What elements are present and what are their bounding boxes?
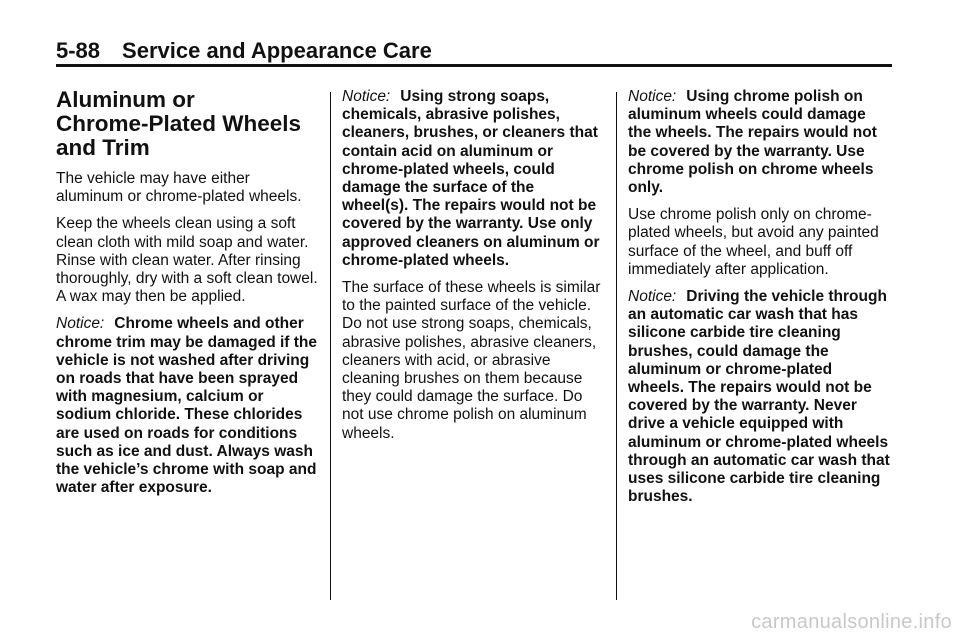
paragraph-wheel-surface: The surface of these wheels is similar to the painted surface of the vehicle. Do not use strong soaps, chemicals, abrasive polishes, abrasive cleaners, cleaners with acid, or abrasive cleaning brushes on them because they could damage the surface. Do not use chrome polish on aluminum wheels. xyxy=(342,279,601,442)
page-number: 5-88 xyxy=(56,38,101,63)
column-2 xyxy=(342,88,604,452)
header-rule xyxy=(56,64,892,67)
notice-chrome-polish xyxy=(628,88,890,197)
column-divider-2 xyxy=(616,92,617,600)
column-divider-1 xyxy=(330,92,331,600)
paragraph-cleaning-instructions: Keep the wheels clean using a soft clean cloth with mild soap and water. Rinse with clean water. After rinsing thoroughly, dry with a soft clean towel. A wax may then be applied. xyxy=(56,215,318,306)
notice-strong-soaps xyxy=(342,88,604,270)
notice-text: Using chrome polish on aluminum wheels could damage the wheels. The repairs would not be covered by the warranty. Use chrome polish on chrome wheels only. xyxy=(628,88,877,197)
notice-label: Notice: xyxy=(342,88,391,105)
watermark-text: carmanualsonline.info xyxy=(751,611,952,633)
paragraph-wheel-types: The vehicle may have either aluminum or chrome-plated wheels. xyxy=(56,170,302,206)
notice-label: Notice: xyxy=(56,315,105,333)
notice-label: Notice: xyxy=(628,288,677,306)
section-title xyxy=(56,88,318,160)
section-title-line-2: Chrome-Plated Wheels xyxy=(56,111,302,136)
column-1 xyxy=(56,88,318,506)
notice-text: Using strong soaps, chemicals, abrasive polishes, cleaners, brushes, or cleaners that contain acid on aluminum or chrome-plated wheels, could damage the surface of the wheel(s). The repairs would not be covered by the warranty. Use only approved cleaners on aluminum or chrome-plated wheels. xyxy=(342,88,600,269)
column-3 xyxy=(628,88,890,515)
notice-text: Chrome wheels and other chrome trim may be damaged if the vehicle is not washed after driving on roads that have been sprayed with magnesium, calcium or sodium chloride. These chlorides are used on roads for conditions such as ice and dust. Always wash the vehicle’s chrome with soap and water after exposure. xyxy=(56,315,317,497)
page-header xyxy=(56,38,892,64)
notice-label: Notice: xyxy=(628,88,677,105)
section-title-line-1: Aluminum or xyxy=(56,87,195,112)
paragraph-polish-usage: Use chrome polish only on chrome-plated wheels, but avoid any painted surface of the wheel, and buff off immediately after application. xyxy=(628,206,879,278)
chapter-title: Service and Appearance Care xyxy=(122,38,432,63)
section-title-line-3: and Trim xyxy=(56,135,150,160)
notice-car-wash xyxy=(628,288,890,506)
notice-chrome-trim xyxy=(56,315,318,497)
notice-text: Driving the vehicle through an automatic car wash that has silicone carbide tire cleaning brushes, could damage the aluminum or chrome-plated wheels. The repairs would not be covered by the warranty. Never drive a vehicle equipped with aluminum or chrome-plated wheels through an automatic car wash that uses silicone carbide tire cleaning brushes. xyxy=(628,288,890,506)
